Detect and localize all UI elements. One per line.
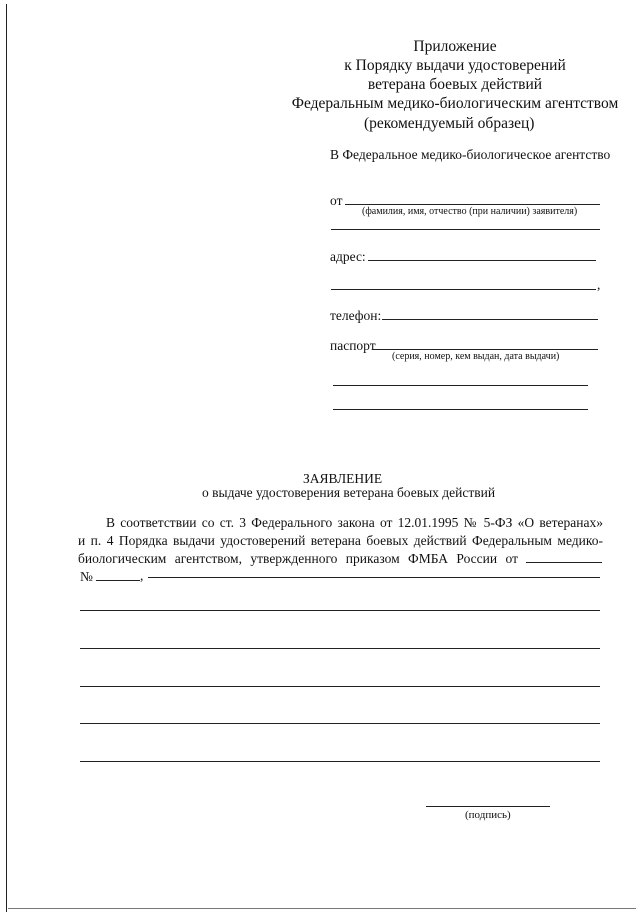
passport-field-line-2[interactable] [333,385,588,386]
statement-line-3: биологическим агентством, утвержденного приказом ФМБА России от [78,551,518,566]
appendix-line-agency: Федеральным медико-биологическим агентством [291,95,619,112]
appendix-header [255,37,640,113]
statement-text-line-6[interactable] [80,761,600,762]
address-comma: , [597,277,601,292]
appendix-title: Приложение [413,38,497,55]
statement-text-line-5[interactable] [80,723,600,724]
statement-text-line-3[interactable] [80,648,600,649]
passport-hint: (серия, номер, кем выдан, дата выдачи) [392,351,560,362]
from-field-line[interactable] [345,204,600,205]
statement-line-2: и п. 4 Порядка выдачи удостоверений ветерана боевых действий Федеральным медико- [78,533,603,548]
passport-label: паспорт [330,338,376,353]
statement-line-1: В соответствии со ст. 3 Федерального закона от 12.01.1995 № 5-ФЗ «О ветеранах» [106,515,603,530]
appendix-line-order: к Порядку выдачи удостоверений [344,57,566,74]
statement-text-line-1[interactable] [148,577,600,578]
from-label: от [330,193,343,208]
from-hint: (фамилия, имя, отчество (при наличии) заявителя) [362,206,578,217]
scan-edge-left [6,4,7,912]
signature-line[interactable] [426,806,550,807]
address-field-line-2[interactable] [331,289,596,290]
phone-field-line[interactable] [382,319,598,320]
addressee: В Федеральное медико-биологическое агентство [330,147,611,162]
order-number-comma: , [140,568,144,583]
passport-field-line-3[interactable] [333,409,588,410]
order-number-line[interactable] [96,580,140,581]
appendix-line-veteran: ветерана боевых действий [367,76,543,93]
statement-title: ЗАЯВЛЕНИЕ [303,471,383,486]
passport-field-line[interactable] [373,349,598,350]
order-date-line[interactable] [526,562,602,563]
signature-label: (подпись) [465,809,511,821]
order-number-label: № [80,569,93,584]
statement-text-line-2[interactable] [80,610,600,611]
address-label: адрес: [330,249,366,264]
phone-label: телефон: [330,308,382,323]
address-field-line[interactable] [368,260,596,261]
statement-subtitle: о выдаче удостоверения ветерана боевых действий [202,485,496,500]
sample-note: (рекомендуемый образец) [364,115,535,132]
scan-edge-bottom [8,908,636,909]
statement-text-line-4[interactable] [80,686,600,687]
from-field-line-2[interactable] [331,229,600,230]
